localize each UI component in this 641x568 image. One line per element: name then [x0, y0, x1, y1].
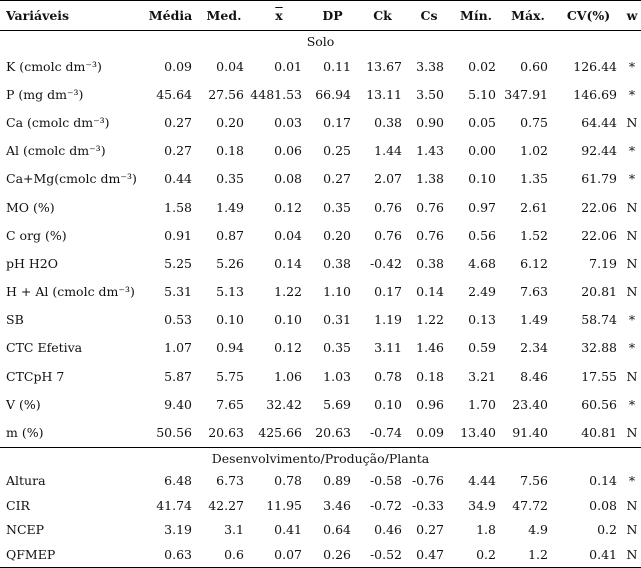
cell-cs: 0.76	[416, 199, 444, 215]
cell-variable: QFMEP	[0, 542, 143, 567]
cell-ck: 1.19	[374, 312, 402, 328]
cell-max: 1.02	[520, 143, 548, 159]
cell-min: 0.05	[468, 114, 496, 130]
table-row	[0, 80, 641, 108]
table-row	[0, 278, 641, 306]
table-row	[0, 493, 641, 518]
cell-cs: 0.76	[416, 227, 444, 243]
cell-media: 6.48	[164, 473, 192, 489]
cell-variancia: 0.12	[274, 199, 302, 215]
cell-dp: 0.89	[323, 473, 351, 489]
cell-ck: -0.74	[369, 425, 402, 441]
cell-cs: 3.38	[416, 58, 444, 74]
cell-mediana: 0.6	[198, 542, 250, 567]
cell-media: 1.07	[164, 340, 192, 356]
header-min: Mín.	[450, 1, 502, 31]
cell-cs: 0.96	[416, 396, 444, 412]
cell-variable: MO (%)	[6, 199, 55, 215]
cell-variancia: 1.06	[274, 368, 302, 384]
cell-media: 45.64	[156, 86, 192, 102]
cell-mediana: 42.27	[208, 497, 244, 513]
cell-mediana: 0.87	[216, 227, 244, 243]
cell-ck: 1.44	[374, 143, 402, 159]
cell-cs: 0.27	[416, 522, 444, 538]
cell-cs: 1.43	[416, 143, 444, 159]
table-row	[0, 306, 641, 334]
section-row	[0, 31, 641, 53]
cell-cv: 40.81	[581, 425, 617, 441]
cell-variancia: 4481.53	[250, 86, 302, 102]
table-row	[0, 362, 641, 390]
cell-variancia: 0.10	[274, 312, 302, 328]
header-dp: DP	[308, 1, 357, 31]
header-media: Média	[143, 1, 198, 31]
cell-ck: -0.58	[369, 473, 402, 489]
cell-w: *	[628, 340, 636, 356]
table-row	[0, 221, 641, 249]
cell-max: 2.61	[520, 199, 548, 215]
cell-media: 0.91	[164, 227, 192, 243]
cell-min: 2.49	[468, 284, 496, 300]
cell-media: 5.31	[164, 284, 192, 300]
cell-variable: CTC Efetiva	[6, 340, 83, 356]
cell-media: 0.27	[164, 143, 192, 159]
table-body	[0, 31, 641, 568]
cell-max: 347.91	[504, 86, 548, 102]
cell-dp: 0.64	[323, 522, 351, 538]
cell-min: 3.21	[468, 368, 496, 384]
cell-dp: 0.26	[308, 542, 357, 567]
cell-variable: P (mg dm⁻³)	[6, 86, 84, 102]
cell-min: 0.10	[468, 171, 496, 187]
cell-ck: 3.11	[374, 340, 402, 356]
cell-w: *	[628, 396, 636, 412]
cell-cv: 60.56	[581, 396, 617, 412]
cell-mediana: 6.73	[216, 473, 244, 489]
cell-w: *	[628, 473, 636, 489]
cell-media: 0.44	[164, 171, 192, 187]
cell-ck: 0.78	[374, 368, 402, 384]
cell-min: 4.44	[468, 473, 496, 489]
cell-w: *	[628, 171, 636, 187]
cell-dp: 0.20	[323, 227, 351, 243]
cell-media: 5.25	[164, 255, 192, 271]
cell-variancia: 425.66	[258, 425, 302, 441]
header-variancia-symbol: $\overline{x}$	[275, 8, 283, 23]
cell-cs: 0.90	[416, 114, 444, 130]
cell-max: 0.60	[520, 58, 548, 74]
cell-dp: 0.38	[323, 255, 351, 271]
cell-dp: 0.27	[323, 171, 351, 187]
cell-variancia: 1.22	[274, 284, 302, 300]
cell-min: 0.59	[468, 340, 496, 356]
cell-ck: 0.46	[374, 522, 402, 538]
table-row	[0, 518, 641, 543]
cell-w: N	[626, 497, 638, 513]
cell-dp: 0.35	[323, 340, 351, 356]
cell-variancia: 0.03	[274, 114, 302, 130]
cell-cv: 0.08	[589, 497, 617, 513]
cell-cv: 7.19	[589, 255, 617, 271]
cell-mediana: 3.1	[224, 522, 244, 538]
cell-variable: m (%)	[6, 425, 44, 441]
cell-media: 0.53	[164, 312, 192, 328]
table-row	[0, 52, 641, 80]
cell-min: 0.00	[468, 143, 496, 159]
cell-variable: K (cmolc dm⁻³)	[6, 58, 102, 74]
cell-cs: 1.22	[416, 312, 444, 328]
cell-ck: 2.07	[374, 171, 402, 187]
cell-variable: SB	[6, 312, 24, 328]
cell-variable: NCEP	[6, 522, 45, 538]
cell-w: N	[626, 425, 638, 441]
cell-w: *	[628, 86, 636, 102]
cell-max: 7.56	[520, 473, 548, 489]
cell-variable: H + Al (cmolc dm⁻³)	[6, 284, 135, 300]
cell-mediana: 0.18	[216, 143, 244, 159]
cell-mediana: 7.65	[216, 396, 244, 412]
cell-variable: Ca+Mg(cmolc dm⁻³)	[6, 171, 137, 187]
cell-dp: 1.10	[323, 284, 351, 300]
cell-min: 0.2	[450, 542, 502, 567]
cell-cs: 1.46	[416, 340, 444, 356]
cell-ck: -0.72	[369, 497, 402, 513]
cell-dp: 3.46	[323, 497, 351, 513]
table-row	[0, 334, 641, 362]
cell-mediana: 1.49	[216, 199, 244, 215]
cell-media: 0.63	[143, 542, 198, 567]
cell-cs: -0.76	[411, 473, 444, 489]
cell-cs: 3.50	[416, 86, 444, 102]
cell-w: N	[626, 114, 638, 130]
cell-cv: 0.14	[589, 473, 617, 489]
cell-cv: 20.81	[581, 284, 617, 300]
cell-mediana: 0.04	[216, 58, 244, 74]
table-row	[0, 418, 641, 447]
cell-variable: pH H2O	[6, 255, 58, 271]
table-row	[0, 542, 641, 567]
cell-w: N	[626, 522, 638, 538]
cell-variable: Al (cmolc dm⁻³)	[6, 143, 106, 159]
cell-media: 41.74	[156, 497, 192, 513]
cell-variancia: 0.07	[250, 542, 308, 567]
table-row	[0, 165, 641, 193]
cell-variable: V (%)	[6, 396, 41, 412]
cell-min: 1.8	[476, 522, 496, 538]
cell-min: 13.40	[460, 425, 496, 441]
header-cs: Cs	[408, 1, 450, 31]
cell-dp: 5.69	[323, 396, 351, 412]
cell-variancia: 0.06	[274, 143, 302, 159]
cell-w: N	[626, 227, 638, 243]
cell-mediana: 5.75	[216, 368, 244, 384]
cell-media: 3.19	[164, 522, 192, 538]
header-w: w	[623, 1, 641, 31]
cell-media: 0.27	[164, 114, 192, 130]
cell-variancia: 0.14	[274, 255, 302, 271]
cell-dp: 0.11	[323, 58, 351, 74]
header-variancia	[250, 1, 308, 31]
cell-min: 5.10	[468, 86, 496, 102]
cell-max: 4.9	[528, 522, 548, 538]
cell-dp: 1.03	[323, 368, 351, 384]
cell-ck: 0.76	[374, 227, 402, 243]
cell-dp: 0.25	[323, 143, 351, 159]
cell-max: 0.75	[520, 114, 548, 130]
cell-cv: 0.41	[554, 542, 623, 567]
table-row	[0, 193, 641, 221]
cell-cs: 0.47	[408, 542, 450, 567]
cell-w: N	[626, 255, 638, 271]
cell-cs: 1.38	[416, 171, 444, 187]
table-row	[0, 137, 641, 165]
cell-dp: 0.35	[323, 199, 351, 215]
cell-media: 9.40	[164, 396, 192, 412]
table-row	[0, 469, 641, 494]
cell-max: 1.2	[502, 542, 554, 567]
cell-min: 0.13	[468, 312, 496, 328]
cell-cv: 0.2	[597, 522, 617, 538]
cell-ck: 0.38	[374, 114, 402, 130]
cell-variancia: 0.01	[274, 58, 302, 74]
section-row	[0, 447, 641, 469]
table-header	[0, 1, 641, 31]
cell-max: 1.49	[520, 312, 548, 328]
cell-cs: 0.14	[416, 284, 444, 300]
cell-variancia: 0.78	[274, 473, 302, 489]
cell-media: 5.87	[164, 368, 192, 384]
cell-cs: 0.38	[416, 255, 444, 271]
header-ck: Ck	[357, 1, 408, 31]
cell-mediana: 0.94	[216, 340, 244, 356]
cell-max: 7.63	[520, 284, 548, 300]
cell-cv: 146.69	[573, 86, 617, 102]
cell-cv: 92.44	[581, 143, 617, 159]
cell-mediana: 27.56	[208, 86, 244, 102]
section-title: Solo	[306, 34, 335, 49]
cell-media: 0.09	[164, 58, 192, 74]
cell-ck: 13.67	[366, 58, 402, 74]
cell-cv: 22.06	[581, 227, 617, 243]
cell-cs: 0.09	[416, 425, 444, 441]
cell-variancia: 0.12	[274, 340, 302, 356]
table-row	[0, 249, 641, 277]
header-variaveis: Variáveis	[0, 1, 143, 31]
cell-w: N	[623, 542, 641, 567]
cell-mediana: 5.13	[216, 284, 244, 300]
cell-w: *	[628, 312, 636, 328]
cell-max: 8.46	[520, 368, 548, 384]
cell-min: 0.56	[468, 227, 496, 243]
header-row	[0, 1, 641, 31]
header-max: Máx.	[502, 1, 554, 31]
header-cv: CV(%)	[554, 1, 623, 31]
cell-mediana: 20.63	[208, 425, 244, 441]
cell-w: N	[626, 284, 638, 300]
cell-dp: 20.63	[315, 425, 351, 441]
section-title: Desenvolvimento/Produção/Planta	[0, 447, 641, 469]
cell-variancia: 32.42	[266, 396, 302, 412]
cell-mediana: 0.20	[216, 114, 244, 130]
cell-variable: CIR	[6, 497, 30, 513]
cell-dp: 66.94	[315, 86, 351, 102]
cell-mediana: 0.35	[216, 171, 244, 187]
cell-ck: -0.42	[369, 255, 402, 271]
cell-dp: 0.17	[323, 114, 351, 130]
cell-media: 1.58	[164, 199, 192, 215]
cell-dp: 0.31	[323, 312, 351, 328]
cell-min: 1.70	[468, 396, 496, 412]
cell-cs: 0.18	[416, 368, 444, 384]
cell-w: N	[626, 368, 638, 384]
cell-cs: -0.33	[411, 497, 444, 513]
cell-max: 1.52	[520, 227, 548, 243]
cell-ck: -0.52	[357, 542, 408, 567]
cell-max: 47.72	[512, 497, 548, 513]
cell-max: 6.12	[520, 255, 548, 271]
cell-cv: 22.06	[581, 199, 617, 215]
table-row	[0, 108, 641, 136]
cell-max: 2.34	[520, 340, 548, 356]
cell-min: 34.9	[468, 497, 496, 513]
cell-cv: 32.88	[581, 340, 617, 356]
cell-variable: Altura	[6, 473, 46, 489]
cell-variable: C org (%)	[6, 227, 67, 243]
cell-variable: CTCpH 7	[6, 368, 65, 384]
cell-max: 23.40	[512, 396, 548, 412]
cell-ck: 13.11	[366, 86, 402, 102]
cell-variancia: 11.95	[266, 497, 302, 513]
cell-variable: Ca (cmolc dm⁻³)	[6, 114, 110, 130]
cell-media: 50.56	[156, 425, 192, 441]
cell-ck: 0.10	[374, 396, 402, 412]
cell-w: N	[626, 199, 638, 215]
header-mediana: Med.	[198, 1, 250, 31]
cell-min: 4.68	[468, 255, 496, 271]
cell-ck: 0.17	[374, 284, 402, 300]
cell-w: *	[628, 58, 636, 74]
cell-min: 0.97	[468, 199, 496, 215]
cell-mediana: 0.10	[216, 312, 244, 328]
cell-variancia: 0.41	[274, 522, 302, 538]
cell-variancia: 0.08	[274, 171, 302, 187]
table-row	[0, 390, 641, 418]
cell-cv: 58.74	[581, 312, 617, 328]
cell-max: 1.35	[520, 171, 548, 187]
cell-cv: 17.55	[581, 368, 617, 384]
cell-max: 91.40	[512, 425, 548, 441]
cell-cv: 126.44	[573, 58, 617, 74]
cell-mediana: 5.26	[216, 255, 244, 271]
cell-cv: 64.44	[581, 114, 617, 130]
cell-ck: 0.76	[374, 199, 402, 215]
cell-cv: 61.79	[581, 171, 617, 187]
cell-variancia: 0.04	[274, 227, 302, 243]
cell-min: 0.02	[468, 58, 496, 74]
cell-w: *	[628, 143, 636, 159]
